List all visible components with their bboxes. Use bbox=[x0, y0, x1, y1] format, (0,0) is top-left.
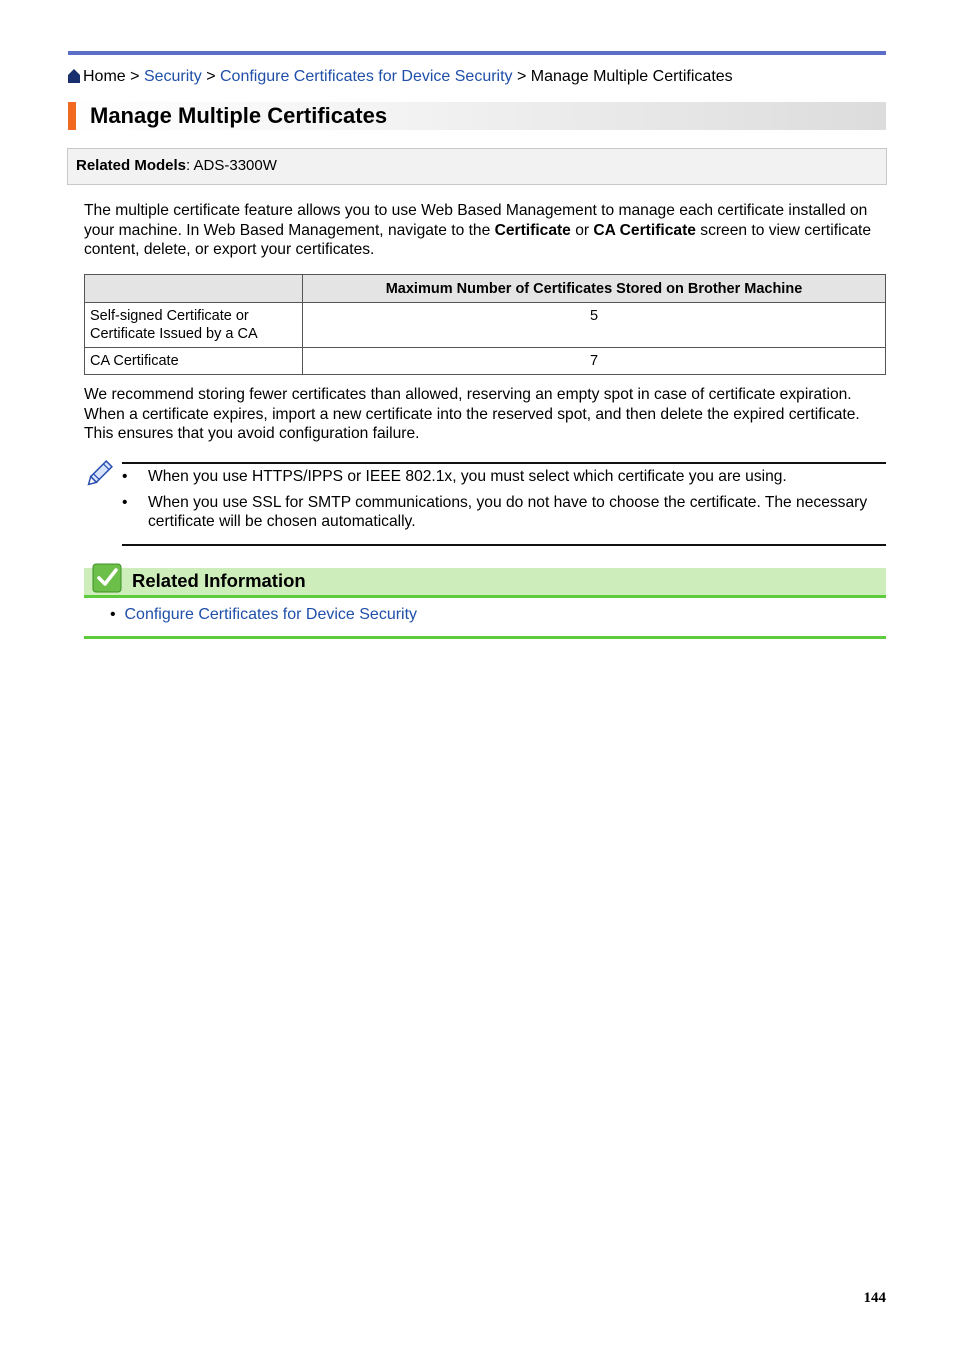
intro-text: screen to view certificate content, delete, or export your certificates. bbox=[84, 221, 872, 258]
table-cell-type bbox=[85, 303, 303, 348]
intro-text: The multiple certificate feature allows you to use Web Based Management to manage each certificate installed on your machine. In Web Based Management, navigate to the bbox=[84, 202, 868, 239]
title-accent bbox=[68, 102, 76, 130]
related-information-title: Related Information bbox=[132, 570, 306, 591]
related-information-bottom-rule bbox=[84, 636, 886, 639]
table-cell-value: 7 bbox=[303, 348, 886, 375]
cell-line: Certificate Issued by a CA bbox=[90, 326, 258, 342]
table-header-cell: Maximum Number of Certificates Stored on Brother Machine bbox=[303, 275, 886, 303]
cell-line: Self-signed Certificate or bbox=[90, 308, 249, 324]
intro-paragraph bbox=[84, 201, 886, 260]
bullet: • bbox=[122, 468, 128, 485]
note-item bbox=[122, 467, 886, 487]
note-item bbox=[122, 493, 886, 532]
checkmark-icon bbox=[92, 563, 122, 593]
note-top-rule bbox=[122, 462, 886, 464]
breadcrumb-home[interactable]: Home bbox=[83, 68, 126, 85]
breadcrumb-separator: > bbox=[517, 68, 527, 85]
certificate-table bbox=[84, 274, 886, 375]
home-icon[interactable] bbox=[68, 69, 80, 83]
bullet: • bbox=[122, 493, 128, 511]
note-text: When you use SSL for SMTP communications, you do not have to choose the certificate. The necessary certificate will be chosen automatically. bbox=[148, 493, 868, 530]
breadcrumb-configure-link[interactable]: Configure Certificates for Device Security bbox=[219, 68, 513, 85]
note-list bbox=[122, 467, 886, 538]
intro-ca-certificate-term: CA Certificate bbox=[593, 221, 696, 239]
related-models-box bbox=[67, 148, 887, 185]
related-models-value: : ADS-3300W bbox=[186, 157, 277, 174]
page-number: 144 bbox=[863, 1290, 886, 1306]
breadcrumb-current: Manage Multiple Certificates bbox=[530, 68, 733, 85]
breadcrumb-separator: > bbox=[130, 68, 140, 85]
intro-certificate-term: Certificate bbox=[494, 221, 571, 239]
intro-text: or bbox=[570, 221, 594, 239]
breadcrumb bbox=[68, 67, 733, 87]
table-header-row bbox=[85, 275, 886, 303]
table-row bbox=[85, 303, 886, 348]
page-title-bar bbox=[68, 102, 886, 130]
note-text: When you use HTTPS/IPPS or IEEE 802.1x, you must select which certificate you are using. bbox=[148, 468, 787, 485]
table-row bbox=[85, 348, 886, 375]
bullet: • bbox=[110, 606, 116, 623]
breadcrumb-security-link[interactable]: Security bbox=[143, 68, 202, 85]
table-header-cell bbox=[85, 275, 303, 303]
pencil-note-icon bbox=[86, 455, 118, 487]
related-link-configure[interactable]: Configure Certificates for Device Security bbox=[124, 606, 418, 623]
note-bottom-rule bbox=[122, 544, 886, 546]
table-cell-value: 5 bbox=[303, 303, 886, 348]
table-cell-type: CA Certificate bbox=[85, 348, 303, 375]
page-title: Manage Multiple Certificates bbox=[90, 103, 388, 128]
related-information-list bbox=[110, 605, 417, 625]
recommendation-paragraph: We recommend storing fewer certificates than allowed, reserving an empty spot in case of certificate expiration. When a certificate expires, import a new certificate into the reserved spot, and then delete the expired certificate. This ensures that you avoid configuration failure. bbox=[84, 386, 860, 442]
related-information-header bbox=[84, 568, 886, 598]
top-rule bbox=[68, 51, 886, 55]
breadcrumb-separator: > bbox=[206, 68, 216, 85]
related-models-label: Related Models bbox=[76, 157, 187, 174]
list-item bbox=[110, 605, 417, 625]
